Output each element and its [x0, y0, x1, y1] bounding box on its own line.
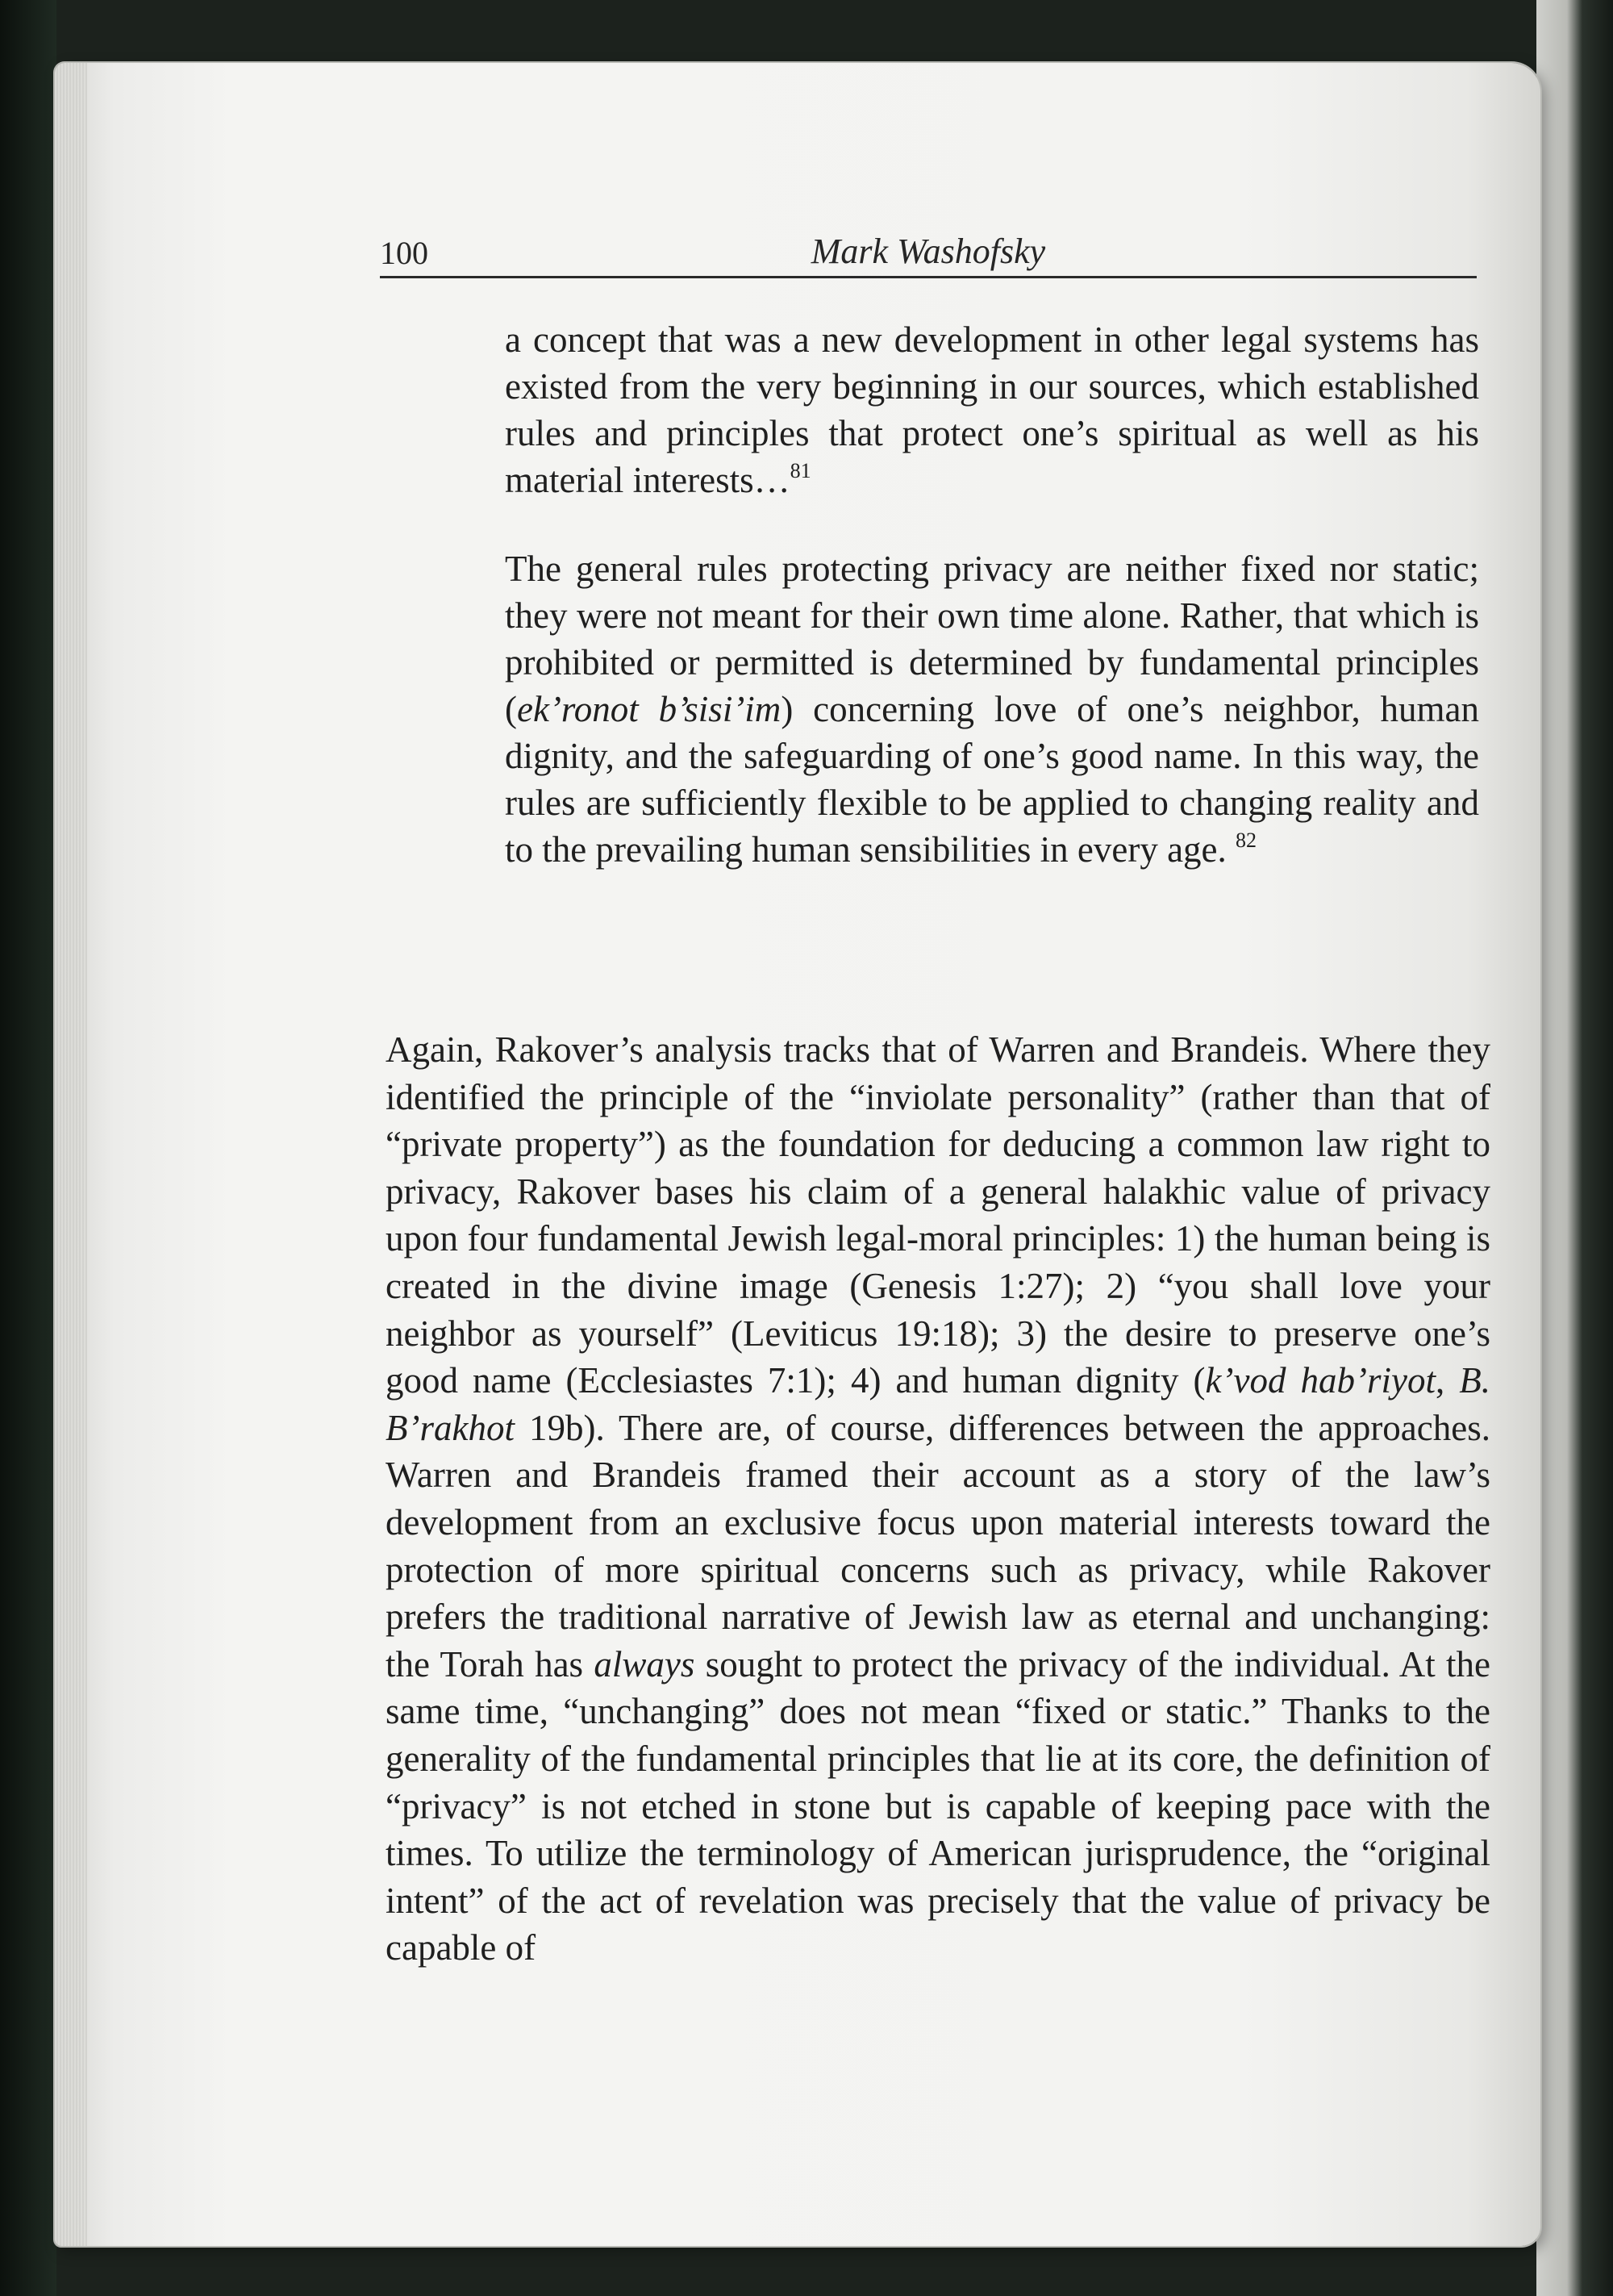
footnote-ref-81: 81: [790, 459, 811, 482]
quote-paragraph-2-text-a: The general rules protecting privacy are neither fixed nor static; they were not meant for their own time alone. Rather, that which is prohibited or permitted is determined by fundamental principles (: [505, 549, 1479, 729]
running-head-author: Mark Washofsky: [811, 232, 1046, 271]
hebrew-term-ekronot: ek’ronot b’sisi’im: [517, 689, 781, 729]
block-quote: [505, 316, 1479, 915]
page-header: [380, 234, 1477, 278]
body-text-c: 19b). There are, of course, differences between the approaches. Warren and Brandeis framed their account as a story of the law’s development from an exclusive focus upon material interests toward the protection of more spiritual concerns such as privacy, while Rakover prefers the traditional narrative of Jewish law as eternal and unchanging: the Torah has: [386, 1407, 1490, 1684]
footnote-ref-82: 82: [1236, 829, 1257, 852]
body-text-b: ,: [1435, 1360, 1460, 1401]
body-text-a: Again, Rakover’s analysis tracks that of Warren and Brandeis. Where they identified the principle of the “inviolate personality” (rather than that of “private property”) as the foundation for deducing a common law right to privacy, Rakover bases his claim of a general halakhic value of privacy upon four fundamental Jewish legal-moral principles: 1) the human being is created in the divine image (Genesis 1:27); 2) “you shall love your neighbor as yourself” (Leviticus 19:18); 3) the desire to preserve one’s good name (Ecclesiastes 7:1); 4) and human dignity (: [386, 1029, 1490, 1401]
background-left: [0, 0, 56, 2296]
quote-paragraph-2-text-b: ) concerning love of one’s neighbor, human dignity, and the safeguarding of one’s good name. In this way, the rules are sufficiently flexible to be applied to changing reality and to the prevailing human sensibilities in every age.: [505, 689, 1479, 870]
hebrew-term-kvod: k’vod hab’riyot: [1205, 1360, 1436, 1401]
body-text-d: sought to protect the privacy of the individual. At the same time, “unchanging” does not mean “fixed or static.” Thanks to the generality of the fundamental principles that lie at its core, the definition of “privacy” is not etched in stone but is capable of keeping pace with the times. To utilize the terminology of American jurisprudence, the “original intent” of the act of revelation was precisely that the value of privacy be capable of: [386, 1643, 1490, 1968]
citation-brakhot: B. B’rakhot: [386, 1360, 1491, 1448]
quote-paragraph-1-text: a concept that was a new development in other legal systems has existed from the very beginning in our sources, which established rules and principles that protect one’s spiritual as well as his material interests…: [505, 319, 1479, 500]
page-number: 100: [380, 235, 428, 271]
body-paragraph-text: [386, 1026, 1490, 1972]
quote-paragraph-1: [505, 316, 1479, 503]
background-right-page-stack: [1536, 0, 1613, 2296]
quote-paragraph-2: [505, 545, 1479, 873]
body-paragraph: [386, 1026, 1490, 1972]
emphasis-always: always: [594, 1643, 695, 1684]
page-edge-stack: [55, 63, 87, 2246]
